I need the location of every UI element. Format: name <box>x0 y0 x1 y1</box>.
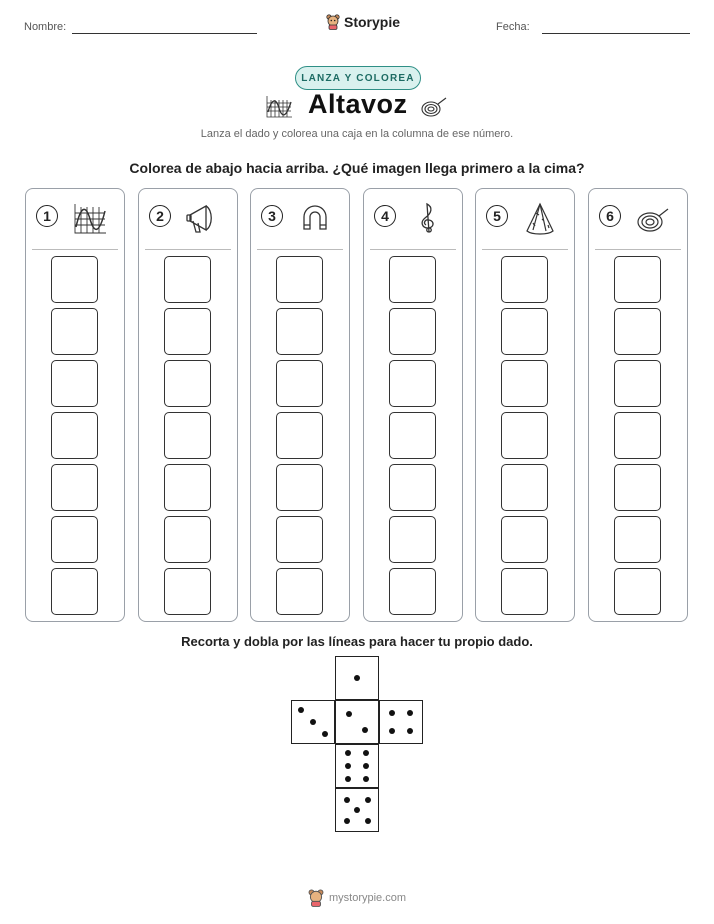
activity-badge: LANZA Y COLOREA <box>295 66 421 90</box>
color-box[interactable] <box>501 464 548 511</box>
color-box[interactable] <box>276 360 323 407</box>
color-box[interactable] <box>501 256 548 303</box>
date-line[interactable] <box>542 33 690 34</box>
color-box[interactable] <box>276 412 323 459</box>
footer-url[interactable]: mystorypie.com <box>328 892 407 904</box>
die-face-5 <box>335 788 379 832</box>
color-box[interactable] <box>164 412 211 459</box>
color-box[interactable] <box>501 412 548 459</box>
color-box[interactable] <box>51 412 98 459</box>
color-box[interactable] <box>389 308 436 355</box>
color-box[interactable] <box>614 308 661 355</box>
die-pip <box>345 763 351 769</box>
cone-icon <box>522 201 558 237</box>
color-box[interactable] <box>389 412 436 459</box>
name-label: Nombre: <box>24 21 67 33</box>
footer <box>0 889 714 907</box>
color-box[interactable] <box>501 568 548 615</box>
color-box[interactable] <box>51 308 98 355</box>
column-number: 4 <box>374 205 396 227</box>
die-pip <box>363 776 369 782</box>
die-face-4 <box>379 700 423 744</box>
die-pip <box>310 719 316 725</box>
color-box[interactable] <box>164 308 211 355</box>
die-pip <box>365 818 371 824</box>
die-pip <box>363 763 369 769</box>
die-face-6 <box>335 744 379 788</box>
column-number: 6 <box>599 205 621 227</box>
die-pip <box>344 797 350 803</box>
column-divider <box>257 249 343 250</box>
color-box[interactable] <box>51 256 98 303</box>
color-box[interactable] <box>389 464 436 511</box>
color-box[interactable] <box>389 568 436 615</box>
color-box[interactable] <box>51 568 98 615</box>
column-divider <box>595 249 681 250</box>
column-4 <box>363 188 463 622</box>
graph-chart-icon <box>264 94 294 120</box>
die-face-3 <box>291 700 335 744</box>
die-pip <box>407 728 413 734</box>
color-box[interactable] <box>164 256 211 303</box>
date-label: Fecha: <box>496 21 530 33</box>
die-pip <box>407 710 413 716</box>
color-box[interactable] <box>501 360 548 407</box>
die-pip <box>365 797 371 803</box>
color-box[interactable] <box>51 464 98 511</box>
die-pip <box>363 750 369 756</box>
column-1 <box>25 188 125 622</box>
die-face-1 <box>335 656 379 700</box>
column-6 <box>588 188 688 622</box>
color-box[interactable] <box>614 256 661 303</box>
treble-clef-icon <box>410 201 446 237</box>
name-line[interactable] <box>72 33 257 34</box>
color-box[interactable] <box>276 256 323 303</box>
coiled-rope-icon <box>420 96 448 118</box>
die-pip <box>354 675 360 681</box>
color-box[interactable] <box>614 464 661 511</box>
column-number: 5 <box>486 205 508 227</box>
instruction-text: Colorea de abajo hacia arriba. ¿Qué imagen llega primero a la cima? <box>129 160 585 176</box>
color-box[interactable] <box>614 568 661 615</box>
die-pip <box>389 728 395 734</box>
graph-chart-icon <box>72 201 108 237</box>
column-3 <box>250 188 350 622</box>
column-divider <box>482 249 568 250</box>
color-box[interactable] <box>614 412 661 459</box>
color-box[interactable] <box>164 360 211 407</box>
column-2 <box>138 188 238 622</box>
color-box[interactable] <box>614 516 661 563</box>
color-box[interactable] <box>276 464 323 511</box>
die-pip <box>362 727 368 733</box>
color-box[interactable] <box>389 256 436 303</box>
column-divider <box>145 249 231 250</box>
die-pip <box>346 711 352 717</box>
die-pip <box>354 807 360 813</box>
magnet-icon <box>297 201 333 237</box>
page-subtitle: Lanza el dado y colorea una caja en la columna de ese número. <box>200 128 514 140</box>
column-number: 1 <box>36 205 58 227</box>
color-box[interactable] <box>276 568 323 615</box>
bear-mascot-icon <box>308 889 324 907</box>
color-box[interactable] <box>389 516 436 563</box>
die-pip <box>298 707 304 713</box>
column-divider <box>370 249 456 250</box>
die-pip <box>344 818 350 824</box>
color-box[interactable] <box>51 360 98 407</box>
column-number: 2 <box>149 205 171 227</box>
die-face-2 <box>335 700 379 744</box>
column-divider <box>32 249 118 250</box>
color-box[interactable] <box>276 516 323 563</box>
color-box[interactable] <box>164 568 211 615</box>
color-box[interactable] <box>164 464 211 511</box>
die-pip <box>345 776 351 782</box>
color-box[interactable] <box>276 308 323 355</box>
megaphone-icon <box>185 201 221 237</box>
color-box[interactable] <box>51 516 98 563</box>
color-box[interactable] <box>501 516 548 563</box>
color-box[interactable] <box>614 360 661 407</box>
coiled-rope-icon <box>635 201 671 237</box>
brand-name: Storypie <box>344 14 401 30</box>
bear-mascot-icon <box>326 14 340 30</box>
color-box[interactable] <box>164 516 211 563</box>
color-box[interactable] <box>501 308 548 355</box>
page-title: Altavoz <box>308 89 408 119</box>
color-box[interactable] <box>389 360 436 407</box>
cut-instruction: Recorta y dobla por las líneas para hacer tu propio dado. <box>181 634 533 649</box>
die-pip <box>389 710 395 716</box>
die-pip <box>322 731 328 737</box>
column-number: 3 <box>261 205 283 227</box>
die-pip <box>345 750 351 756</box>
column-5 <box>475 188 575 622</box>
brand-logo <box>326 14 400 30</box>
